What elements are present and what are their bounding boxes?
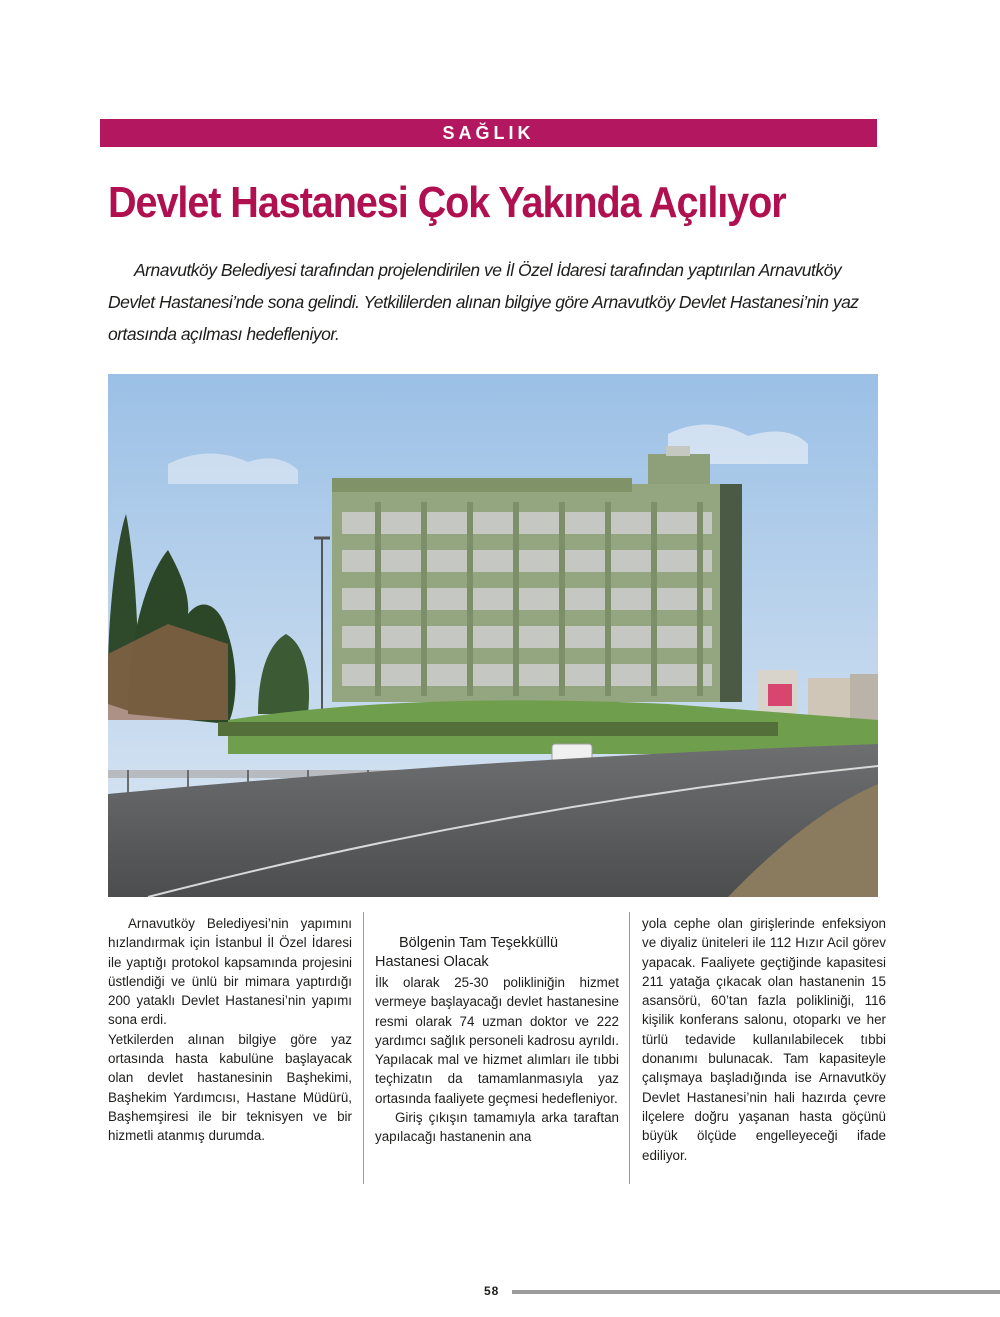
- subheading-line-1: Bölgenin Tam Teşekküllü: [399, 935, 559, 951]
- text-column-3: [642, 914, 886, 1165]
- column-2-paragraph-1: İlk olarak 25-30 polikliniğin hizmet vermeye başlayacağı devlet hastanesine resmi olarak 74 uzman doktor ve 222 yardımcı sağlık personeli kadrosu ayrıldı. Yapılacak mal ve hizmet alımları ile tıbbi teçhizatın da tamamlanmasıyla yaz ortasında faaliyete geçmesi hedefleniyor.: [375, 975, 619, 1106]
- column-1-paragraph-2: Yetkilerden alınan bilgiye göre yaz ortasında hasta kabulüne başlayacak olan devlet hastanesinin Başhekimi, Başhekim Yardımcısı, Hastane Müdürü, Başhemşiresi ile bir teknisyen ve bir hizmetli atanmış durumda.: [108, 1031, 352, 1144]
- column-divider: [629, 912, 630, 1184]
- article-title: Devlet Hastanesi Çok Yakında Açılıyor: [108, 178, 786, 227]
- column-1-paragraph-1: Arnavutköy Belediyesi’nin yapımını hızlandırmak için İstanbul İl Özel İdaresi ile yaptığı protokol kapsamında projesini üstlendiği ve ünlü bir mimara yaptırdığı 200 yataklı Devlet Hastanesi’nin yapımı sona erdi.: [108, 916, 352, 1028]
- page-number: 58: [484, 1284, 500, 1298]
- column-divider: [363, 912, 364, 1184]
- text-column-1: [108, 914, 352, 1146]
- text-column-2: [375, 934, 619, 1147]
- section-header: SAĞLIK: [100, 119, 877, 147]
- column-3-paragraph-1: yola cephe olan girişlerinde enfeksiyon ve diyaliz üniteleri ile 112 Hızır Acil görev yapacak. Faaliyete geçtiğinde kapasitesi 211 yatağa çıkacak olan hastanenin 15 asansörü, 60’tan fazla polikliniği, 116 kişilik konferans salonu, otoparkı ve her türlü tedavide kullanılabilecek tıbbi donanımı bulunacak. Tam kapasiteyle çalışmaya başladığında ise Arnavutköy Devlet Hastanesi’nin hali hazırda çevre ilçelere doğru yaşanan hasta göçünü büyük ölçüde engelleyeceği ifade ediliyor.: [642, 916, 886, 1163]
- subheading-line-2: Hastanesi Olacak: [375, 954, 489, 970]
- column-2-paragraph-2: Giriş çıkışın tamamıyla arka taraftan yapılacağı hastanenin ana: [375, 1110, 619, 1145]
- subheading: [375, 934, 619, 972]
- article-lead: Arnavutköy Belediyesi tarafından projelendirilen ve İl Özel İdaresi tarafından yaptırılan Arnavutköy Devlet Hastanesi’nde sona gelindi. Yetkililerden alınan bilgiye göre Arnavutköy Devlet Hastanesi’nin yaz ortasında açılması hedefleniyor.: [108, 260, 859, 344]
- hospital-building-photo: [108, 374, 878, 897]
- footer-rule: [512, 1290, 1000, 1294]
